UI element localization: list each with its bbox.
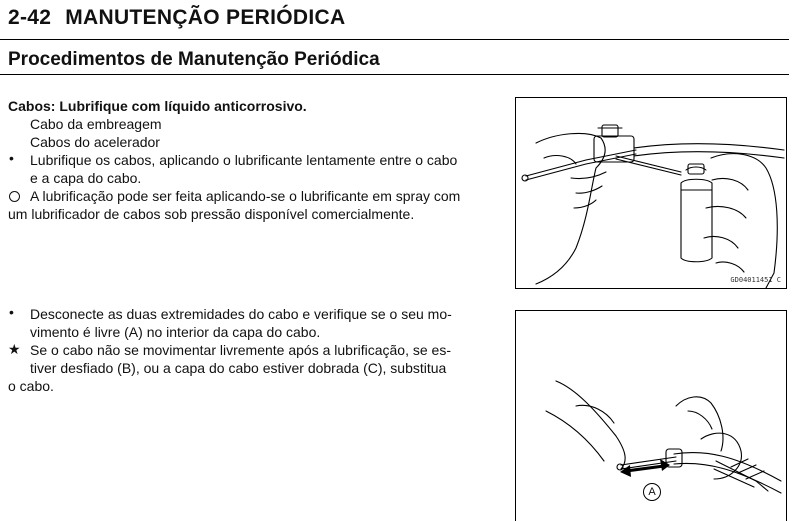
figure-spray-lubricator: [515, 97, 787, 289]
bullet-icon: •: [9, 304, 14, 320]
star-line-3: o cabo.: [8, 378, 54, 394]
star-replace: [8, 341, 498, 395]
sub-item-throttle-cables: Cabos do acelerador: [30, 134, 160, 150]
note-line-2: um lubrificador de cabos sob pressão disponível comercialmente.: [8, 206, 415, 222]
spray-lubricator-illustration: [516, 98, 786, 288]
star-line-1: Se o cabo não se movimentar livremente após a lubrificação, se es-: [30, 342, 451, 358]
figure-cable-movement: [515, 310, 787, 521]
page-number: 2-42: [8, 6, 52, 29]
star-line-2: tiver desfiado (B), ou a capa do cabo estiver dobrada (C), substitua: [30, 360, 447, 376]
note-spray: [8, 187, 498, 223]
bullet2-line-1: Desconecte as duas extremidades do cabo e verifique se o seu mo-: [30, 306, 452, 322]
callout-a: A: [643, 483, 661, 501]
cable-lubrication-block: [8, 97, 498, 223]
cable-heading: Cabos: Lubrifique com líquido anticorrosivo.: [8, 98, 307, 114]
sub-item-clutch-cable: Cabo da embreagem: [30, 116, 162, 132]
bullet-line-2: e a capa do cabo.: [30, 170, 142, 186]
bullet-icon: •: [9, 150, 14, 166]
section-title: Procedimentos de Manutenção Periódica: [8, 49, 380, 70]
chapter-title: MANUTENÇÃO PERIÓDICA: [65, 6, 346, 29]
open-circle-icon: [9, 191, 20, 202]
bullet-line-1: Lubrifique os cabos, aplicando o lubrificante lentamente entre o cabo: [30, 152, 458, 168]
figure-code: GD04011451 C: [730, 276, 781, 284]
bullet2-line-2: vimento é livre (A) no interior da capa do cabo.: [30, 324, 321, 340]
note-line-1: A lubrificação pode ser feita aplicando-se o lubrificante em spray com: [30, 188, 461, 204]
bullet-lubricate: [8, 151, 498, 187]
bullet-disconnect: [8, 305, 498, 341]
header-rule: [0, 39, 789, 40]
cable-check-block: [8, 305, 498, 395]
page-header: [8, 6, 345, 30]
section-rule: [0, 74, 789, 75]
star-icon: ★: [8, 341, 21, 357]
